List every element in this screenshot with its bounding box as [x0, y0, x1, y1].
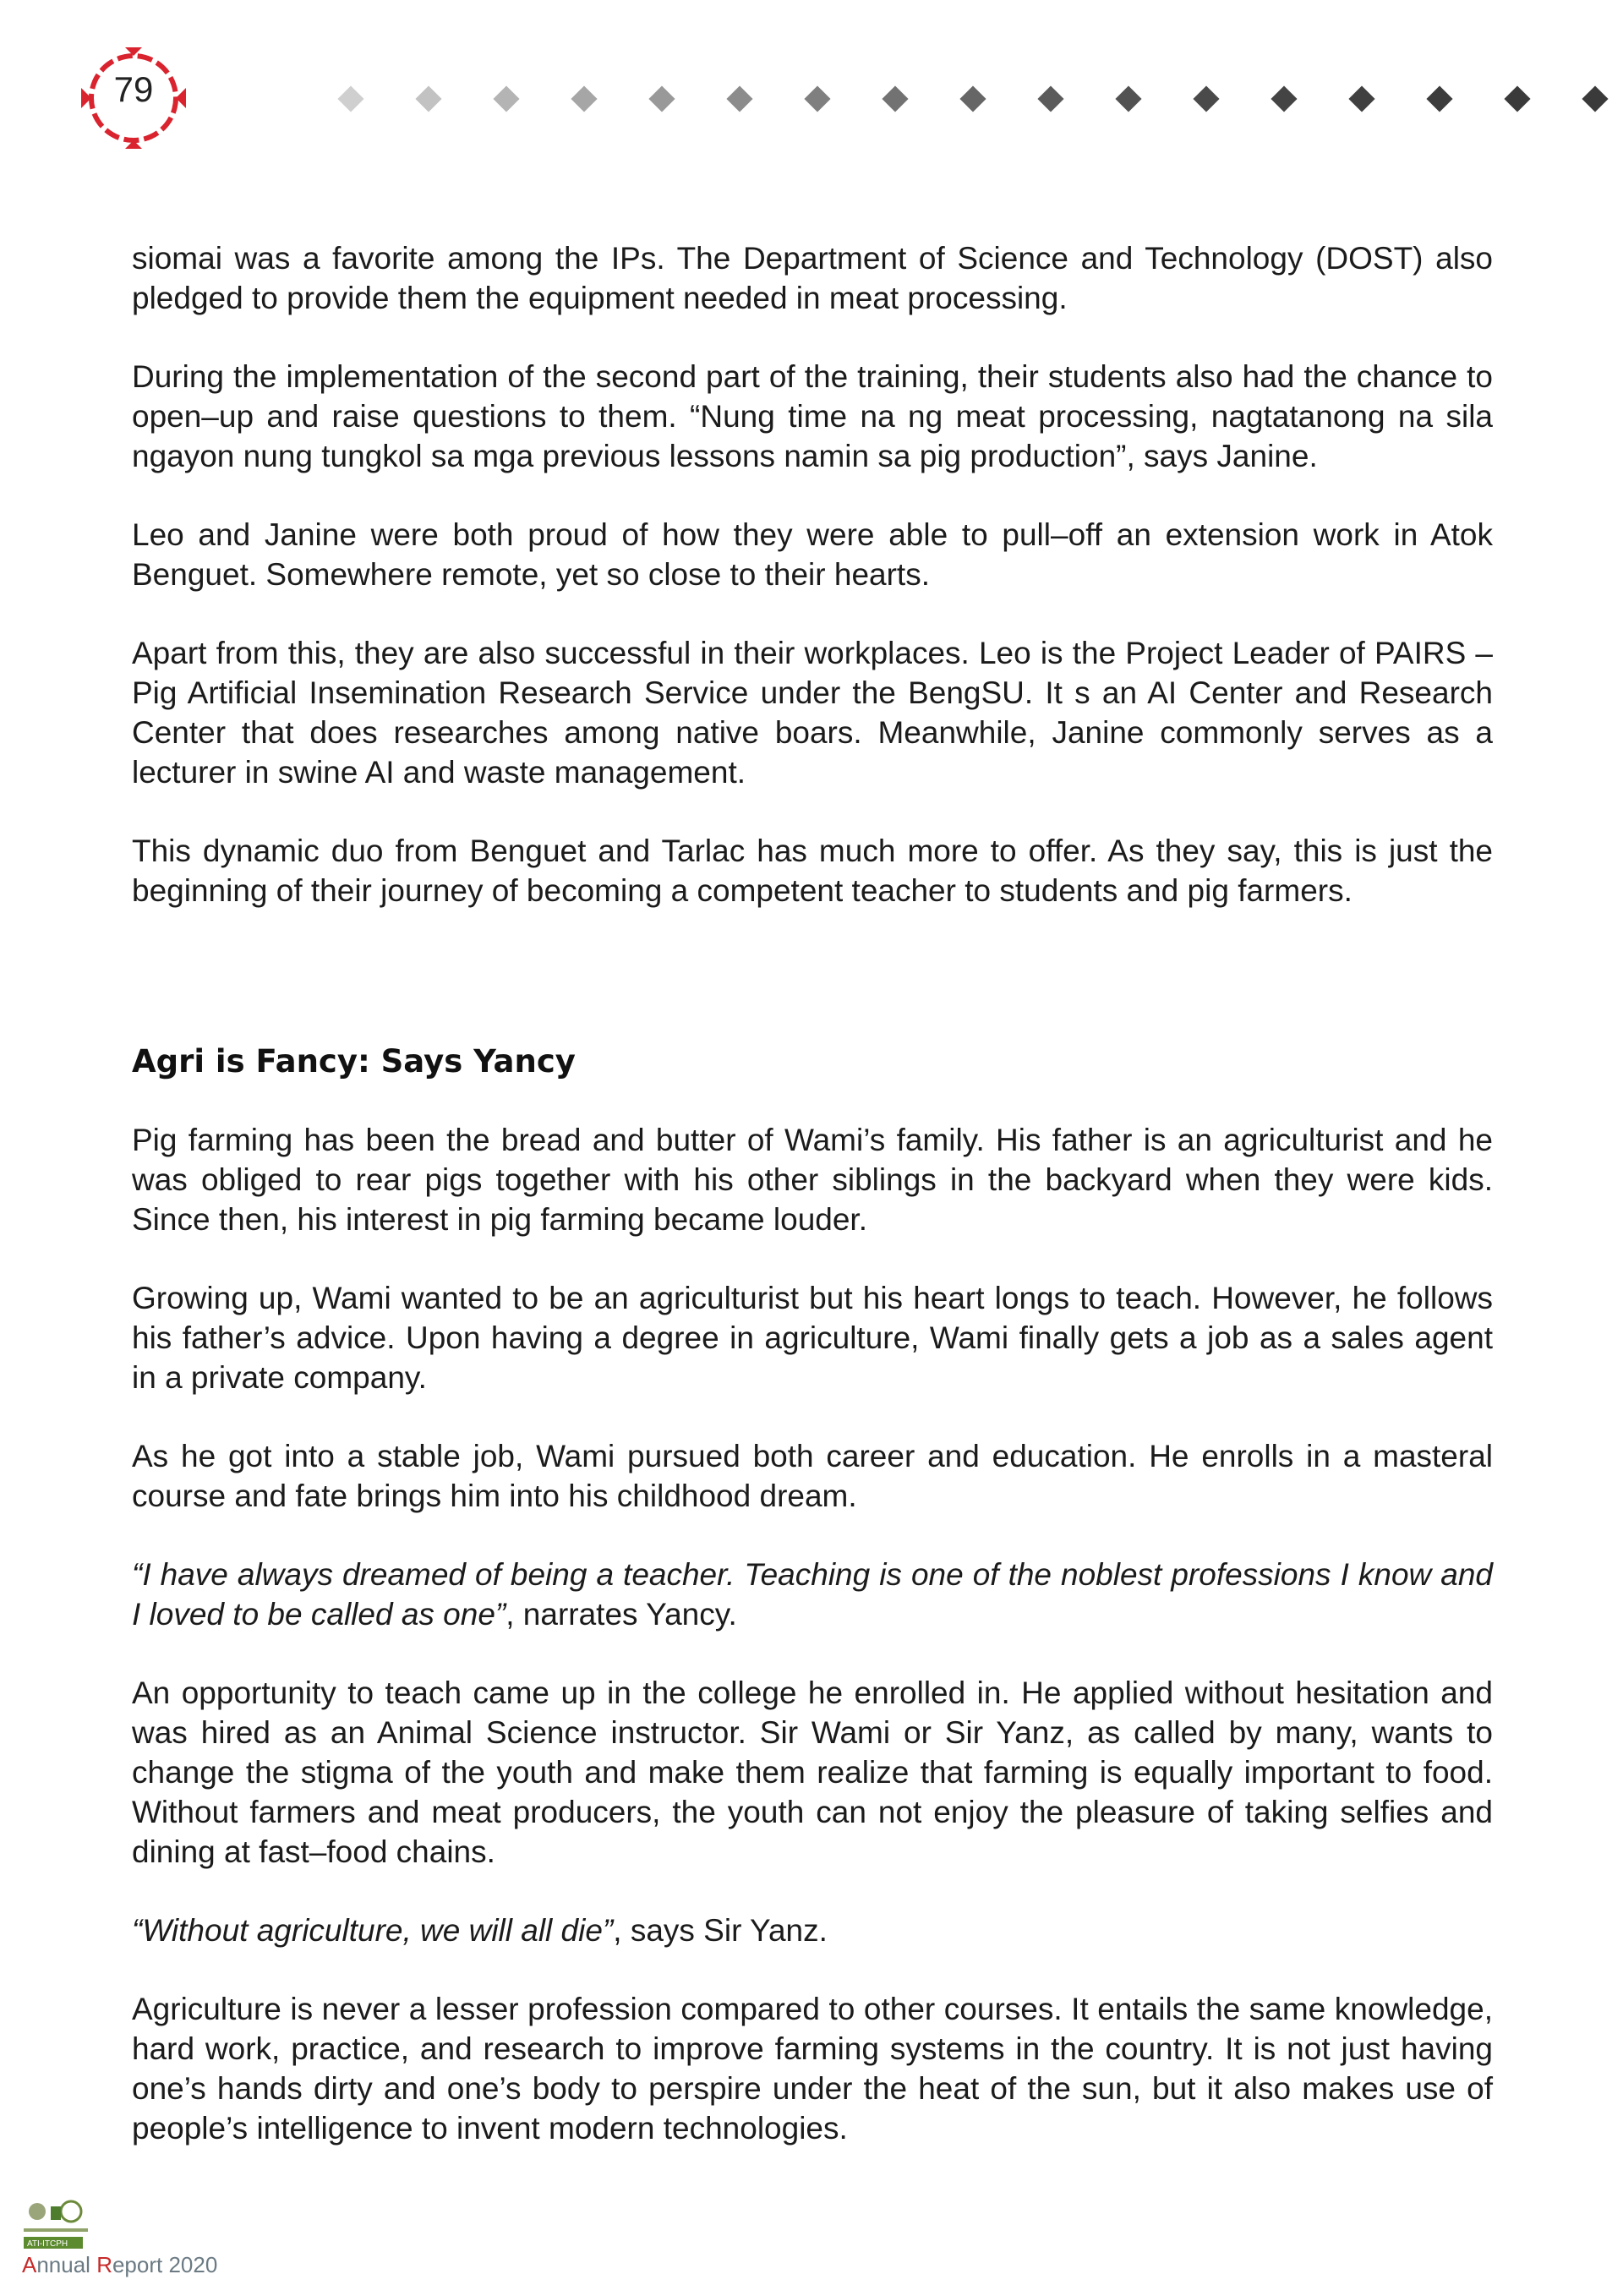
quote-attribution: , narrates Yancy.: [505, 1597, 737, 1632]
paragraph: As he got into a stable job, Wami pursued both career and education. He enrolls in a masteral course and fate brings him into his childhood dream.: [132, 1439, 1493, 1513]
diamond-icon: [804, 85, 830, 112]
paragraph: During the implementation of the second part of the training, their students also had the chance to open–up and raise questions to them. “Nung time na ng meat processing, nagtatanong na sila ngayon nung tungkol sa mga previous lessons namin sa pig production”, says Janine.: [132, 359, 1493, 473]
diamond-icon: [1426, 85, 1452, 112]
quote-text: “I have always dreamed of being a teacher. Teaching is one of the noblest professions I know and I loved to be called as one”: [132, 1557, 1493, 1632]
diamond-icon: [882, 85, 908, 112]
paragraph: Pig farming has been the bread and butter of Wami’s family. His father is an agriculturist and he was obliged to rear pigs together with his other siblings in the backyard when they were kids. Since then, his interest in pig farming became louder.: [132, 1123, 1493, 1237]
paragraph: Leo and Janine were both proud of how they were able to pull–off an extension work in Atok Benguet. Somewhere remote, yet so close to their hearts.: [132, 517, 1493, 592]
diamond-icon: [337, 85, 363, 112]
diamond-icon: [415, 85, 441, 112]
paragraph: Agriculture is never a lesser profession compared to other courses. It entails the same knowledge, hard work, practice, and research to improve farming systems in the country. It is not just having one’s hands dirty and one’s body to perspire under the heat of the sun, but it also makes use of people’s intelligence to invent modern technologies.: [132, 1992, 1493, 2146]
paragraph: An opportunity to teach came up in the college he enrolled in. He applied without hesitation and was hired as an Animal Science instructor. Sir Wami or Sir Yanz, as called by many, wants to change the stigma of the youth and make them realize that farming is equally important to food. Without farmers and meat producers, the youth can not enjoy the pleasure of taking selfies and dining at fast–food chains.: [132, 1676, 1493, 1869]
annual-report-label: Annual Report 2020: [22, 2252, 218, 2277]
article-agri-is-fancy: [132, 1041, 1493, 2148]
diamond-icon: [1504, 85, 1530, 112]
section-heading: Agri is Fancy: Says Yancy: [132, 1043, 576, 1080]
diamond-icon: [648, 85, 675, 112]
diamond-icon: [1348, 85, 1374, 112]
diamond-icon: [493, 85, 519, 112]
quote-attribution: , says Sir Yanz.: [613, 1913, 828, 1948]
page-number-badge: [74, 44, 193, 154]
diamond-icon: [1271, 85, 1297, 112]
diamond-icon: [1037, 85, 1063, 112]
article-continued: [132, 238, 1493, 910]
logo-caption: ATI-ITCPH: [27, 2239, 68, 2249]
diamond-icon: [1115, 85, 1141, 112]
paragraph: siomai was a favorite among the IPs. The Department of Science and Technology (DOST) also pledged to provide them the equipment needed in meat processing.: [132, 241, 1493, 315]
diamond-decoration: [342, 83, 1623, 117]
paragraph: Growing up, Wami wanted to be an agriculturist but his heart longs to teach. However, he follows his father’s advice. Upon having a degree in agriculture, Wami finally gets a job as a sales agent in a private company.: [132, 1281, 1493, 1395]
page-number: 79: [113, 69, 154, 109]
quote-text: “Without agriculture, we will all die”: [132, 1913, 614, 1948]
quote-paragraph: [132, 1555, 1493, 1634]
diamond-icon: [1582, 85, 1608, 112]
diamond-icon: [726, 85, 752, 112]
paragraph: This dynamic duo from Benguet and Tarlac has much more to offer. As they say, this is just the beginning of their journey of becoming a competent teacher to students and pig farmers.: [132, 834, 1493, 908]
diamond-icon: [571, 85, 597, 112]
paragraph: Apart from this, they are also successful in their workplaces. Leo is the Project Leader of PAIRS – Pig Artificial Insemination Research Service under the BengSU. It s an AI Center and Research Center that does researches among native boars. Meanwhile, Janine commonly serves as a lecturer in swine AI and waste management.: [132, 636, 1493, 790]
diamond-icon: [1193, 85, 1219, 112]
diamond-icon: [959, 85, 986, 112]
quote-paragraph: [132, 1911, 1493, 1950]
